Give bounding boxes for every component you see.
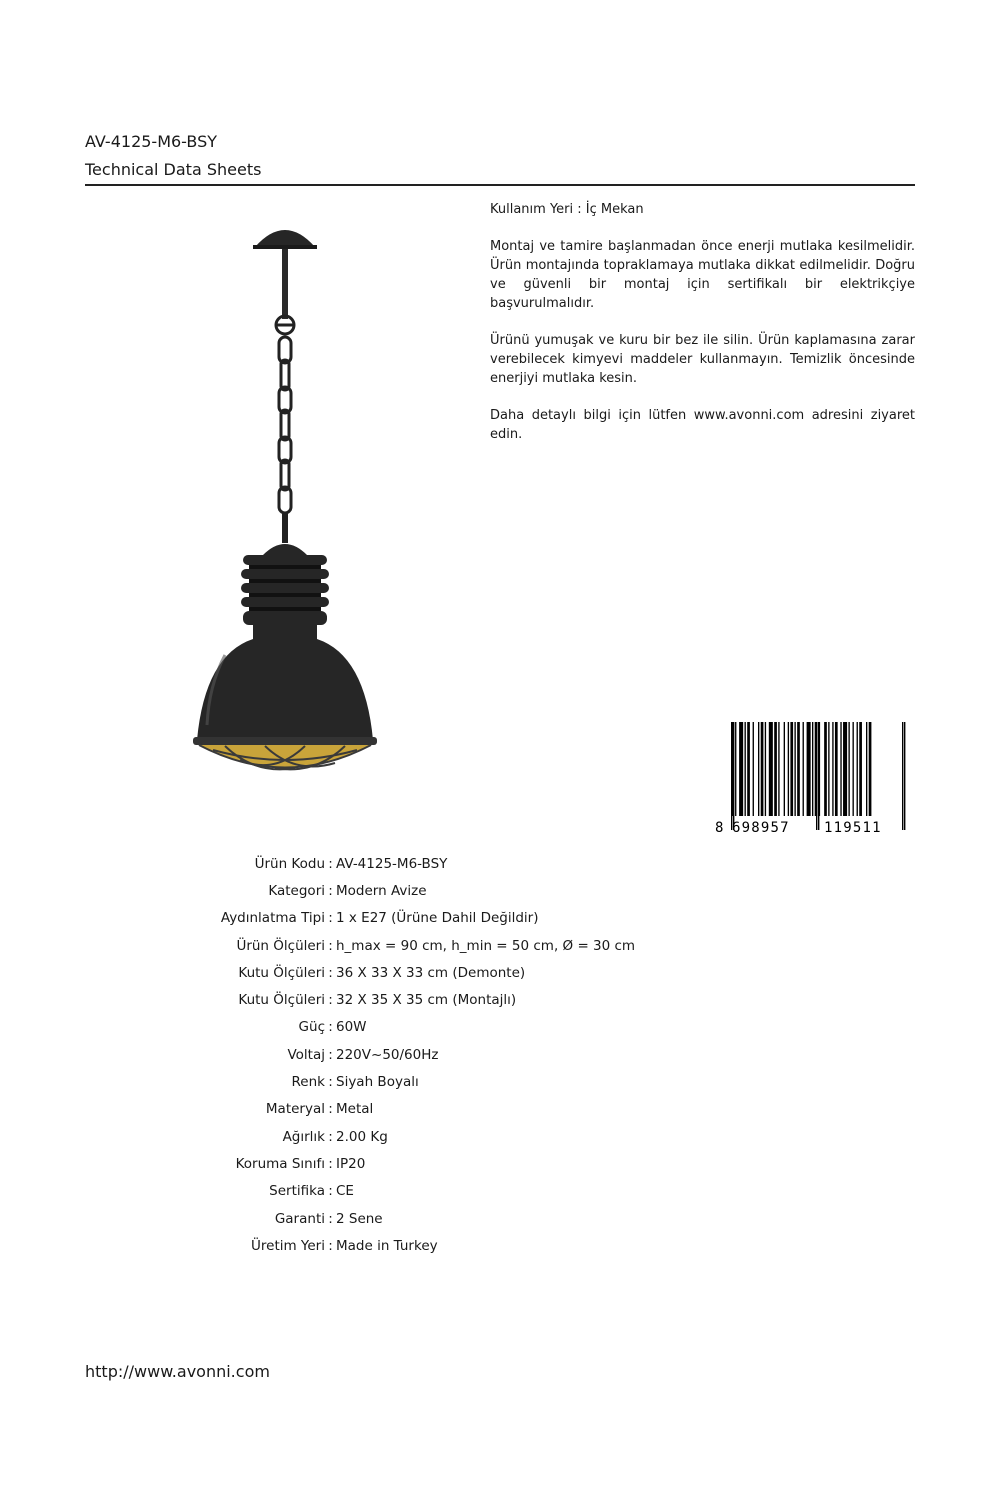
barcode-bar — [769, 722, 773, 816]
barcode-bar — [843, 722, 847, 816]
spec-value: 220V~50/60Hz — [336, 1046, 439, 1063]
cleaning-notice: Ürünü yumuşak ve kuru bir bez ile silin. Ürün kaplamasına zarar verebilecek kimyevi maddeler kullanmayın. Temizlik öncesinde enerjiyi mutlaka kesin. — [490, 333, 915, 386]
spec-row — [140, 1178, 740, 1205]
spec-label: Ağırlık — [282, 1128, 325, 1145]
barcode-bar — [866, 722, 867, 816]
barcode-bar — [807, 722, 811, 816]
spec-separator: : — [328, 1183, 333, 1200]
barcode-bar — [840, 722, 841, 816]
spec-row — [140, 850, 740, 877]
spec-separator: : — [328, 992, 333, 1009]
spec-value: CE — [336, 1183, 354, 1200]
spec-row — [140, 932, 740, 959]
spec-separator: : — [328, 910, 333, 927]
barcode-bar — [778, 722, 779, 816]
barcode-first-digit: 8 — [715, 820, 724, 835]
spec-separator: : — [328, 1046, 333, 1063]
spec-value: IP20 — [336, 1155, 366, 1172]
spec-label: Kutu Ölçüleri — [238, 964, 325, 981]
barcode-bar — [758, 722, 759, 816]
spec-row — [140, 959, 740, 986]
spec-label: Ürün Kodu — [254, 855, 325, 872]
spec-label: Materyal — [265, 1101, 325, 1118]
spec-row — [140, 1150, 740, 1177]
spec-value: AV-4125-M6-BSY — [336, 855, 448, 872]
spec-value: 32 X 35 X 35 cm (Montajlı) — [336, 992, 517, 1009]
spec-row — [140, 877, 740, 904]
spec-label: Üretim Yeri — [251, 1237, 325, 1254]
product-code-title: AV-4125-M6-BSY — [85, 132, 218, 151]
website-notice: Daha detaylı bilgi için lütfen www.avonni.com adresini ziyaret edin. — [490, 408, 915, 442]
spec-value: Metal — [336, 1101, 374, 1118]
barcode-bar — [803, 722, 804, 816]
header-divider — [85, 184, 915, 186]
spec-label: Sertifika — [269, 1183, 325, 1200]
barcode-bar — [812, 722, 813, 816]
barcode-bar — [739, 722, 743, 816]
spec-separator: : — [328, 937, 333, 954]
barcode-bar — [765, 722, 766, 816]
barcode-bar — [835, 722, 838, 816]
spec-row — [140, 1068, 740, 1095]
spec-separator: : — [328, 964, 333, 981]
barcode-guard-bar — [816, 722, 817, 830]
spec-separator: : — [328, 1128, 333, 1145]
spec-label: Ürün Ölçüleri — [236, 937, 325, 954]
document-subtitle: Technical Data Sheets — [85, 160, 262, 179]
spec-label: Garanti — [274, 1210, 325, 1227]
spec-label: Koruma Sınıfı — [235, 1155, 325, 1172]
spec-label: Aydınlatma Tipi — [220, 910, 325, 927]
barcode-bar — [784, 722, 785, 816]
spec-label: Voltaj — [287, 1046, 325, 1063]
spec-value: Modern Avize — [336, 882, 427, 899]
barcode-bar — [747, 722, 750, 816]
document-header — [85, 130, 915, 182]
spec-row — [140, 1232, 740, 1259]
barcode-right-digits: 119511 — [824, 820, 882, 835]
spec-separator: : — [328, 1155, 333, 1172]
spec-value: 60W — [336, 1019, 367, 1036]
barcode-guard-bar — [733, 722, 734, 830]
barcode-guard-bar — [818, 722, 819, 830]
safety-notice: Montaj ve tamire başlanmadan önce enerji mutlaka kesilmelidir. Ürün montajında topraklamaya mutlaka dikkat edilmelidir. Doğru ve güvenli bir montaj için sertifikalı bir elektrikçiye başvurulmalıdır. — [490, 239, 915, 311]
barcode-bar — [797, 722, 800, 816]
spec-separator: : — [328, 1019, 333, 1036]
spec-separator: : — [328, 1101, 333, 1118]
barcode-bar — [794, 722, 795, 816]
spec-value: 2 Sene — [336, 1210, 383, 1227]
barcode-bar — [857, 722, 858, 816]
barcode-left-digits: 698957 — [732, 820, 790, 835]
barcode-guard-bar — [902, 722, 903, 830]
spec-row — [140, 1096, 740, 1123]
barcode-bar — [753, 722, 754, 816]
spec-row — [140, 1123, 740, 1150]
barcode-image — [713, 720, 913, 835]
spec-separator: : — [328, 1210, 333, 1227]
barcode-bar — [832, 722, 833, 816]
barcode-bar — [859, 722, 862, 816]
barcode-bar — [735, 722, 736, 816]
spec-row — [140, 1014, 740, 1041]
spec-value: Siyah Boyalı — [336, 1074, 419, 1091]
spec-value: h_max = 90 cm, h_min = 50 cm, Ø = 30 cm — [336, 937, 636, 954]
usage-location: Kullanım Yeri : İç Mekan — [490, 202, 644, 217]
footer-website-link[interactable]: http://www.avonni.com — [85, 1362, 270, 1381]
spec-row — [140, 1041, 740, 1068]
spec-value: 1 x E27 (Ürüne Dahil Değildir) — [336, 910, 539, 927]
barcode-guard-bar — [731, 722, 732, 830]
spec-separator: : — [328, 1237, 333, 1254]
barcode-guard-bar — [904, 722, 905, 830]
spec-label: Kutu Ölçüleri — [238, 992, 325, 1009]
barcode-bar — [824, 722, 827, 816]
barcode-bar — [828, 722, 829, 816]
spec-separator: : — [328, 882, 333, 899]
barcode-bar — [790, 722, 793, 816]
spec-label: Kategori — [268, 882, 325, 899]
spec-row — [140, 986, 740, 1013]
barcode-bar — [774, 722, 777, 816]
spec-value: 2.00 Kg — [336, 1128, 388, 1145]
pendant-lamp-image — [185, 215, 385, 775]
spec-label: Renk — [291, 1074, 325, 1091]
spec-row — [140, 905, 740, 932]
barcode-bar — [869, 722, 872, 816]
specification-table — [140, 850, 740, 1259]
spec-value: Made in Turkey — [336, 1237, 438, 1254]
spec-separator: : — [328, 855, 333, 872]
barcode-bar — [848, 722, 849, 816]
spec-separator: : — [328, 1074, 333, 1091]
barcode-bar — [761, 722, 764, 816]
spec-label: Güç — [298, 1019, 325, 1036]
spec-value: 36 X 33 X 33 cm (Demonte) — [336, 964, 526, 981]
barcode-bar — [853, 722, 854, 816]
barcode-bar — [745, 722, 746, 816]
barcode-bar — [788, 722, 789, 816]
spec-row — [140, 1205, 740, 1232]
usage-info — [490, 200, 915, 462]
